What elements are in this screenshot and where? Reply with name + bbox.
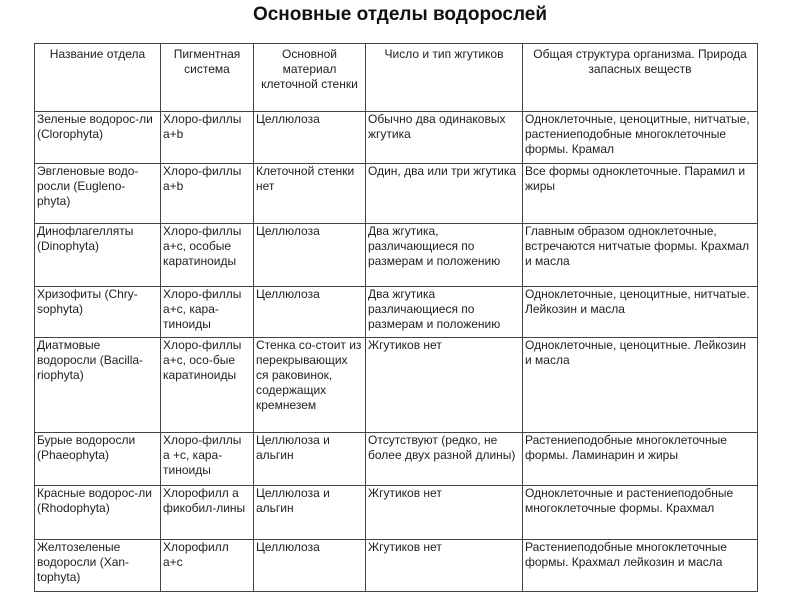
cell-wall: Целлюлоза и альгин: [254, 433, 366, 486]
cell-flagella: Один, два или три жгутика: [366, 164, 523, 224]
cell-wall: Целлюлоза: [254, 112, 366, 164]
table-row: [35, 287, 758, 338]
cell-flagella: Два жгутика различающиеся по размерам и положению: [366, 287, 523, 338]
cell-division-name: Желтозеленые водоросли (Xan-tophyta): [35, 540, 161, 592]
header-division-name: Название отдела: [35, 44, 161, 112]
cell-wall: Целлюлоза и альгин: [254, 486, 366, 540]
cell-structure: Одноклеточные, ценоцитные. Лейкозин и масла: [523, 338, 758, 433]
header-organism-structure: Общая структура организма. Природа запасных веществ: [523, 44, 758, 112]
table-row: [35, 164, 758, 224]
table-row: [35, 540, 758, 592]
cell-structure: Одноклеточные, ценоцитные, нитчатые, растениеподобные многоклеточные формы. Крамал: [523, 112, 758, 164]
cell-division-name: Бурые водоросли (Phaeophyta): [35, 433, 161, 486]
table-row: [35, 112, 758, 164]
cell-flagella: Жгутиков нет: [366, 540, 523, 592]
header-flagella: Число и тип жгутиков: [366, 44, 523, 112]
table-header-row: [35, 44, 758, 112]
cell-structure: Растениеподобные многоклеточные формы. Ламинарин и жиры: [523, 433, 758, 486]
cell-structure: Главным образом одноклеточные, встречаются нитчатые формы. Крахмал и масла: [523, 224, 758, 287]
table-row: [35, 338, 758, 433]
cell-structure: Растениеподобные многоклеточные формы. Крахмал лейкозин и масла: [523, 540, 758, 592]
cell-wall: Целлюлоза: [254, 287, 366, 338]
header-cell-wall-material: Основной материал клеточной стенки: [254, 44, 366, 112]
header-pigment-system: Пигментная система: [161, 44, 254, 112]
cell-structure: Одноклеточные, ценоцитные, нитчатые. Лейкозин и масла: [523, 287, 758, 338]
cell-pigment: Хлоро-филлы а+с, осо-бые каратиноиды: [161, 338, 254, 433]
cell-pigment: Хлоро-филлы а+b: [161, 112, 254, 164]
cell-wall: Целлюлоза: [254, 540, 366, 592]
cell-pigment: Хлоро-филлы а+с, особые каратиноиды: [161, 224, 254, 287]
table-row: [35, 486, 758, 540]
cell-pigment: Хлорофилл а фикобил-лины: [161, 486, 254, 540]
cell-pigment: Хлорофилл а+с: [161, 540, 254, 592]
cell-wall: Клеточной стенки нет: [254, 164, 366, 224]
cell-division-name: Диатмовые водоросли (Bacilla-riophyta): [35, 338, 161, 433]
cell-pigment: Хлоро-филлы а+b: [161, 164, 254, 224]
cell-flagella: Жгутиков нет: [366, 486, 523, 540]
cell-flagella: Жгутиков нет: [366, 338, 523, 433]
cell-division-name: Зеленые водорос-ли (Clorophyta): [35, 112, 161, 164]
cell-division-name: Красные водорос-ли (Rhodophyta): [35, 486, 161, 540]
table-row: [35, 224, 758, 287]
cell-structure: Все формы одноклеточные. Парамил и жиры: [523, 164, 758, 224]
cell-structure: Одноклеточные и растениеподобные многоклеточные формы. Крахмал: [523, 486, 758, 540]
cell-division-name: Эвгленовые водо-росли (Eugleno-phyta): [35, 164, 161, 224]
cell-wall: Целлюлоза: [254, 224, 366, 287]
algae-divisions-table: [34, 43, 758, 592]
cell-pigment: Хлоро-филлы а+с, кара-тиноиды: [161, 287, 254, 338]
cell-flagella: Обычно два одинаковых жгутика: [366, 112, 523, 164]
cell-flagella: Два жгутика, различающиеся по размерам и положению: [366, 224, 523, 287]
cell-flagella: Отсутствуют (редко, не более двух разной длины): [366, 433, 523, 486]
cell-division-name: Динофлагелляты (Dinophyta): [35, 224, 161, 287]
cell-division-name: Хризофиты (Chry-sophyta): [35, 287, 161, 338]
cell-wall: Стенка со-стоит из перекрывающих ся раковинок, содержащих кремнезем: [254, 338, 366, 433]
page-title: Основные отделы водорослей: [252, 4, 548, 25]
cell-pigment: Хлоро-филлы а +с, кара-тиноиды: [161, 433, 254, 486]
table-row: [35, 433, 758, 486]
